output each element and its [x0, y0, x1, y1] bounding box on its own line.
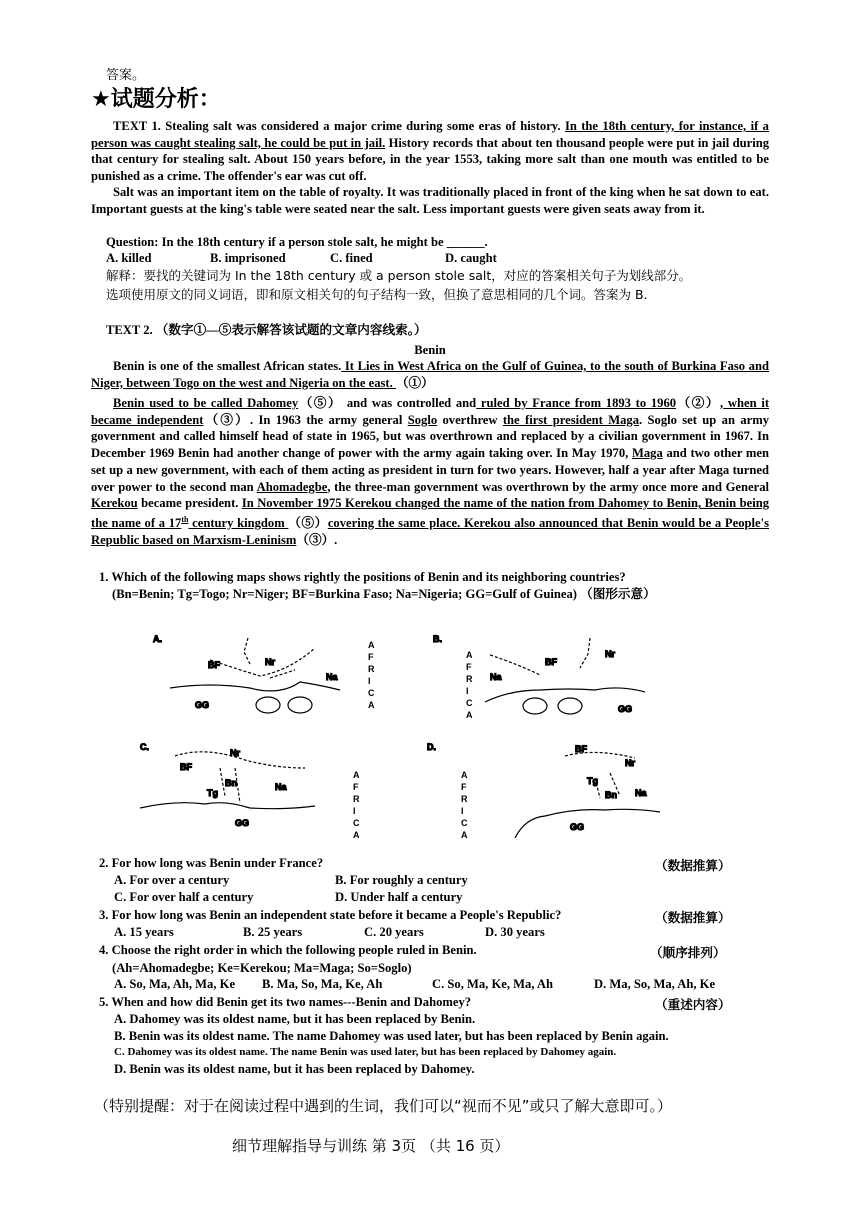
africa-letter: F	[461, 782, 467, 792]
map-d-na-label: Na	[635, 788, 647, 798]
reminder-note: （特别提醒：对于在阅读过程中遇到的生词，我们可以“视而不见”或只了解大意即可。）	[94, 1097, 673, 1115]
text2-paragraph-1: Benin is one of the smallest African states. It Lies in West Africa on the Gulf of Guinea, to the south of Burkina Faso and Niger, between Togo on the west and Nigeria on the east. （①）	[91, 359, 769, 390]
africa-letter: A	[461, 770, 468, 780]
map-d-letter: D.	[427, 742, 436, 752]
q4-option-b: B. Ma, So, Ma, Ke, Ah	[262, 977, 383, 991]
africa-letter: A	[353, 830, 360, 840]
text1-explanation-1: 解释：要找的关键词为 In the 18th century 或 a person stole salt，对应的答案相关句子为划线部分。	[106, 268, 692, 283]
map-d-gg-label: GG	[570, 822, 585, 832]
q5-text: 5. When and how did Benin get its two names---Benin and Dahomey?	[99, 995, 472, 1009]
map-b-nr-label: Nr	[605, 649, 616, 659]
q2-option-b: B. For roughly a century	[335, 873, 468, 887]
text1-paragraph-1: TEXT 1. Stealing salt was considered a major crime during some eras of history. In the 18th century, for instance, if a person was caught stealing salt, he could be put in jail. History records that about ten thousand people were put in jail during that century for stealing salt. About 150 years before, in the year 1553, taking more salt than one mouth was entitled to be punished as a crime. The offender's ear was cut off.	[91, 119, 769, 184]
q3-option-d: D. 30 years	[485, 925, 545, 939]
map-a-na-label: Na	[326, 672, 338, 682]
q4-text: 4. Choose the right order in which the following people ruled in Benin.	[99, 943, 477, 957]
africa-letter: R	[368, 664, 375, 674]
q4-option-c: C. So, Ma, Ke, Ma, Ah	[432, 977, 554, 991]
map-b-gg-label: GG	[618, 704, 633, 714]
q4-option-a: A. So, Ma, Ah, Ma, Ke	[114, 977, 236, 991]
map-c-bf-label: BF	[180, 762, 192, 772]
map-a-letter: A.	[153, 634, 162, 644]
map-b-letter: B.	[433, 634, 442, 644]
africa-letter: C	[461, 818, 468, 828]
map-a-nr-label: Nr	[265, 657, 276, 667]
map-c-na-label: Na	[275, 782, 287, 792]
africa-letter: F	[353, 782, 359, 792]
q3-option-a: A. 15 years	[114, 925, 174, 939]
q5-tag: （重述内容）	[655, 998, 731, 1012]
text1-option-d: D. caught	[445, 251, 497, 265]
q2-text: 2. For how long was Benin under France?	[99, 856, 324, 870]
africa-letter: C	[353, 818, 360, 828]
q3-option-b: B. 25 years	[243, 925, 303, 939]
africa-letter: F	[466, 662, 472, 672]
map-c-bn-label: Bn	[225, 778, 237, 788]
africa-letter: A	[461, 830, 468, 840]
africa-letter: I	[466, 686, 469, 696]
section-title: ★试题分析：	[91, 87, 221, 112]
text2-title: Benin	[414, 343, 446, 357]
text2-paragraph-2: Benin used to be called Dahomey（⑤） and was controlled and ruled by France from 1893 to 1960（②）, when it became independent（③）. In 1963 the army general Soglo overthrew the first president Maga. Soglo set up an army government and called himself head of state in 1965, but was overthrown and replaced by a civilian government in 1967. In December 1969 Benin had another change of power with the army again taking over. In May 1970, Maga and two other men set up a new government, with each of them acting as president in turn for two years. However, half a year after Maga turned over power to the second man Ahomadegbe, the three-man government was overthrown by the army once more and General Kerekou became president. In November 1975 Kerekou changed the name of the nation from Dahomey to Benin, Benin being the name of a 17th century kingdom （⑤）covering the same place. Kerekou also announced that Benin would be a People's Republic based on Marxism-Leninism（③）.	[91, 396, 770, 547]
africa-letter: A	[353, 770, 360, 780]
q5-option-d: D. Benin was its oldest name, but it has been replaced by Dahomey.	[114, 1062, 475, 1076]
q4-tag: （顺序排列）	[650, 946, 726, 960]
q2-option-d: D. Under half a century	[335, 890, 463, 904]
africa-letter: A	[368, 700, 375, 710]
africa-letter: R	[353, 794, 360, 804]
q3-text: 3. For how long was Benin an independent state before it became a People's Republic?	[99, 908, 562, 922]
map-a-gg-label: GG	[195, 700, 210, 710]
africa-letter: C	[368, 688, 375, 698]
page-footer: 细节理解指导与训练 第 3页 （共 16 页）	[232, 1137, 510, 1155]
q1-legend: (Bn=Benin; Tg=Togo; Nr=Niger; BF=Burkina Faso; Na=Nigeria; GG=Gulf of Guinea) （图形示意）	[112, 587, 656, 601]
text1-question: Question: In the 18th century if a person stole salt, he might be ______.	[106, 235, 488, 249]
map-a-bf-label: BF	[208, 660, 220, 670]
text2-header: TEXT 2. （数字①—⑤表示解答该试题的文章内容线索。）	[106, 323, 427, 337]
africa-letter: R	[461, 794, 468, 804]
text1-option-a: A. killed	[106, 251, 152, 265]
africa-letter: A	[368, 640, 375, 650]
q2-option-a: A. For over a century	[114, 873, 230, 887]
map-b	[430, 630, 660, 725]
africa-letter: F	[368, 652, 374, 662]
africa-letter: A	[466, 650, 473, 660]
africa-letter: C	[466, 698, 473, 708]
map-c-letter: C.	[140, 742, 149, 752]
map-c-tg-label: Tg	[207, 788, 218, 798]
map-d-bn-label: Bn	[605, 790, 617, 800]
q3-option-c: C. 20 years	[364, 925, 424, 939]
map-c-gg-label: GG	[235, 818, 250, 828]
map-d-bf-label: BF	[575, 744, 587, 754]
africa-letter: R	[466, 674, 473, 684]
q2-tag: （数据推算）	[655, 859, 731, 873]
top-note: 答案。	[106, 68, 146, 83]
text1-option-b: B. imprisoned	[210, 251, 286, 265]
q5-option-a: A. Dahomey was its oldest name, but it has been replaced by Benin.	[114, 1012, 476, 1026]
africa-letter: I	[368, 676, 371, 686]
map-c	[135, 738, 390, 838]
q5-option-b: B. Benin was its oldest name. The name Dahomey was used later, but has been replaced by Benin again.	[114, 1029, 669, 1043]
map-b-na-label: Na	[490, 672, 502, 682]
q3-tag: （数据推算）	[655, 911, 731, 925]
africa-letter: I	[461, 806, 464, 816]
q5-option-c: C. Dahomey was its oldest name. The name Benin was used later, but has been replaced by Dahomey again.	[114, 1046, 617, 1058]
text1-option-c: C. fined	[330, 251, 373, 265]
map-c-nr-label: Nr	[230, 748, 241, 758]
map-d-nr-label: Nr	[625, 758, 636, 768]
q2-option-c: C. For over half a century	[114, 890, 254, 904]
africa-letter: A	[466, 710, 473, 720]
text1-paragraph-2: Salt was an important item on the table of royalty. It was traditionally placed in front of the king when he sat down to eat. Important guests at the king's table were seated near the salt. Less important guests were given seats away from it.	[91, 185, 769, 216]
africa-letter: I	[353, 806, 356, 816]
text1-explanation-2: 选项使用原文的同义词语，即和原文相关句的句子结构一致，但换了意思相同的几个词。答案为 B.	[106, 287, 648, 302]
q4-option-d: D. Ma, So, Ma, Ah, Ke	[594, 977, 716, 991]
map-b-bf-label: BF	[545, 657, 557, 667]
map-d-tg-label: Tg	[587, 776, 598, 786]
map-a	[140, 630, 390, 725]
q4-legend: (Ah=Ahomadegbe; Ke=Kerekou; Ma=Maga; So=Soglo)	[112, 961, 412, 975]
q1-text: 1. Which of the following maps shows rightly the positions of Benin and its neighboring countries?	[99, 570, 626, 584]
